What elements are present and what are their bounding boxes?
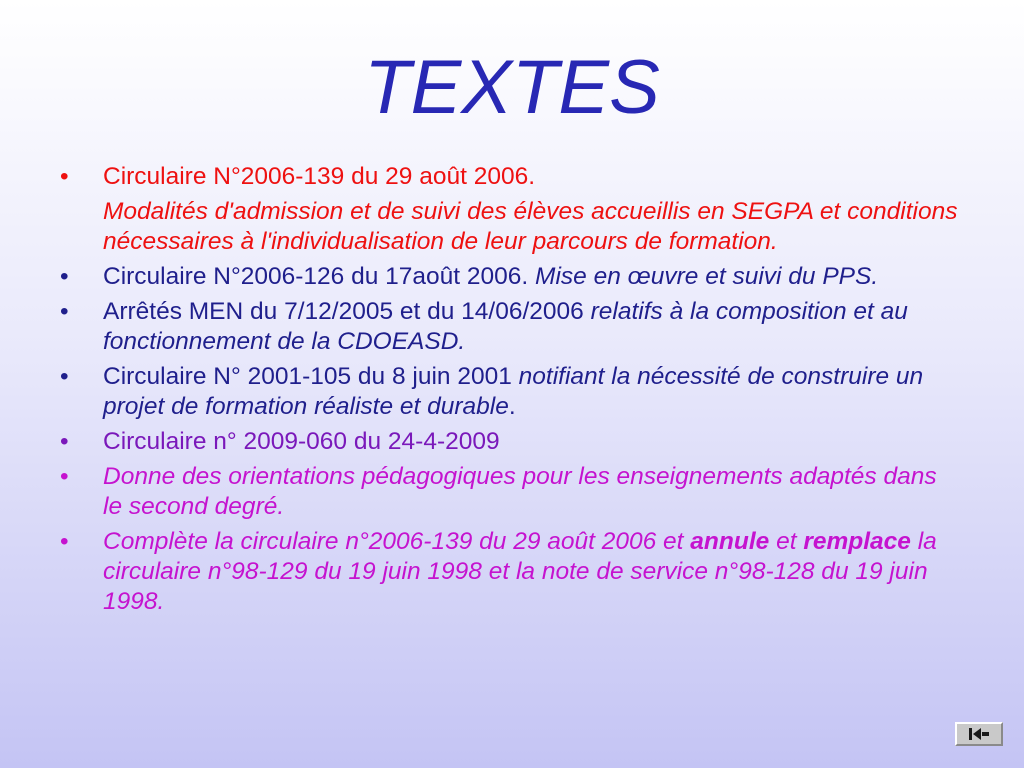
item-text: Circulaire N°2006-139 du 29 août 2006. bbox=[103, 163, 536, 190]
bullet: • bbox=[60, 363, 69, 390]
list-item bbox=[60, 362, 960, 422]
emphasis-annule: annule bbox=[690, 528, 770, 555]
back-to-start-icon bbox=[968, 727, 990, 741]
list-item bbox=[60, 527, 960, 617]
text-list bbox=[60, 162, 960, 622]
list-item bbox=[60, 262, 960, 292]
back-to-start-button[interactable] bbox=[955, 722, 1003, 746]
item-text: Circulaire n° 2009-060 du 24-4-2009 bbox=[103, 428, 500, 455]
bullet: • bbox=[60, 528, 69, 555]
item-description: notifiant la nécessité de construire un projet de formation réaliste et durable bbox=[103, 363, 924, 420]
list-item bbox=[60, 297, 960, 357]
item-end: . bbox=[508, 393, 516, 420]
item-description: relatifs à la composition et au fonctionnement de la CDOEASD. bbox=[103, 298, 908, 355]
item-description: Modalités d'admission et de suivi des élèves accueillis en SEGPA et conditions nécessaires à l'individualisation de leur parcours de formation. bbox=[103, 198, 958, 255]
bullet: • bbox=[60, 163, 69, 190]
emphasis-remplace: remplace bbox=[803, 528, 911, 555]
item-text-part3: la circulaire n°98-129 du 19 juin 1998 et la note de service n°98-128 du 19 juin 1998. bbox=[103, 528, 937, 615]
slide-title: TEXTES bbox=[364, 45, 660, 130]
list-item bbox=[60, 462, 960, 522]
item-description: Mise en œuvre et suivi du PPS. bbox=[535, 263, 879, 290]
item-text-part1: Complète la circulaire n°2006-139 du 29 août 2006 et bbox=[103, 528, 691, 555]
item-text: Arrêtés MEN du 7/12/2005 et du 14/06/2006 bbox=[103, 298, 591, 325]
bullet: • bbox=[60, 428, 69, 455]
bullet: • bbox=[60, 298, 69, 325]
list-item bbox=[60, 162, 960, 257]
list-item bbox=[60, 427, 960, 457]
item-text-part2: et bbox=[769, 528, 804, 555]
item-text: Circulaire N° 2001-105 du 8 juin 2001 bbox=[103, 363, 519, 390]
bullet: • bbox=[60, 263, 69, 290]
item-text: Circulaire N°2006-126 du 17août 2006. bbox=[103, 263, 536, 290]
bullet: • bbox=[60, 463, 69, 490]
item-text: Donne des orientations pédagogiques pour les enseignements adaptés dans le second degré. bbox=[103, 463, 937, 520]
